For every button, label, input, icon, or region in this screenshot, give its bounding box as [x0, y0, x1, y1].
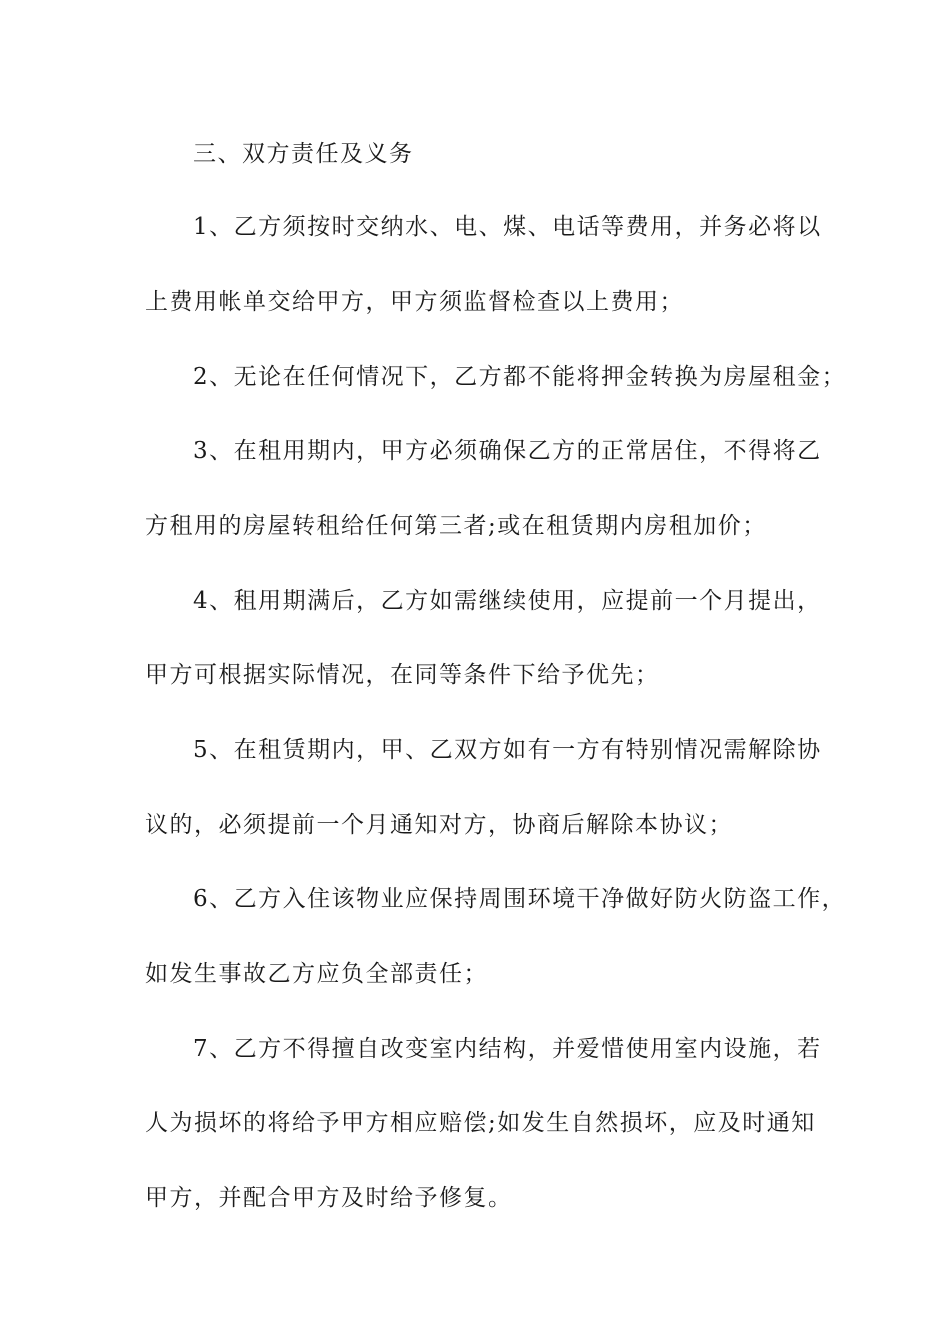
clause-7-line-2: 人为损坏的将给予甲方相应赔偿;如发生自然损坏，应及时通知 [145, 1110, 816, 1136]
clause-6-line-2: 如发生事故乙方应负全部责任； [145, 961, 488, 987]
clause-1-line-2: 上费用帐单交给甲方，甲方须监督检查以上费用； [145, 289, 684, 315]
clause-5-line-2: 议的，必须提前一个月通知对方，协商后解除本协议； [145, 812, 733, 838]
clause-6-line-1: 6、乙方入住该物业应保持周围环境干净做好防火防盗工作， [193, 886, 847, 912]
clause-2-line-1: 2、无论在任何情况下，乙方都不能将押金转换为房屋租金； [193, 364, 847, 390]
clause-1-line-1: 1、乙方须按时交纳水、电、煤、电话等费用，并务必将以 [193, 214, 822, 240]
clause-3-line-2: 方租用的房屋转租给任何第三者;或在租赁期内房租加价； [145, 513, 767, 539]
clause-7-line-1: 7、乙方不得擅自改变室内结构，并爱惜使用室内设施，若 [193, 1036, 822, 1062]
section-heading: 三、双方责任及义务 [193, 141, 414, 167]
clause-4-line-2: 甲方可根据实际情况，在同等条件下给予优先； [145, 662, 660, 688]
clause-5-line-1: 5、在租赁期内，甲、乙双方如有一方有特别情况需解除协 [193, 737, 822, 763]
clause-4-line-1: 4、租用期满后，乙方如需继续使用，应提前一个月提出， [193, 588, 822, 614]
clause-3-line-1: 3、在租用期内，甲方必须确保乙方的正常居住，不得将乙 [193, 438, 822, 464]
clause-7-line-3: 甲方，并配合甲方及时给予修复。 [145, 1185, 513, 1211]
